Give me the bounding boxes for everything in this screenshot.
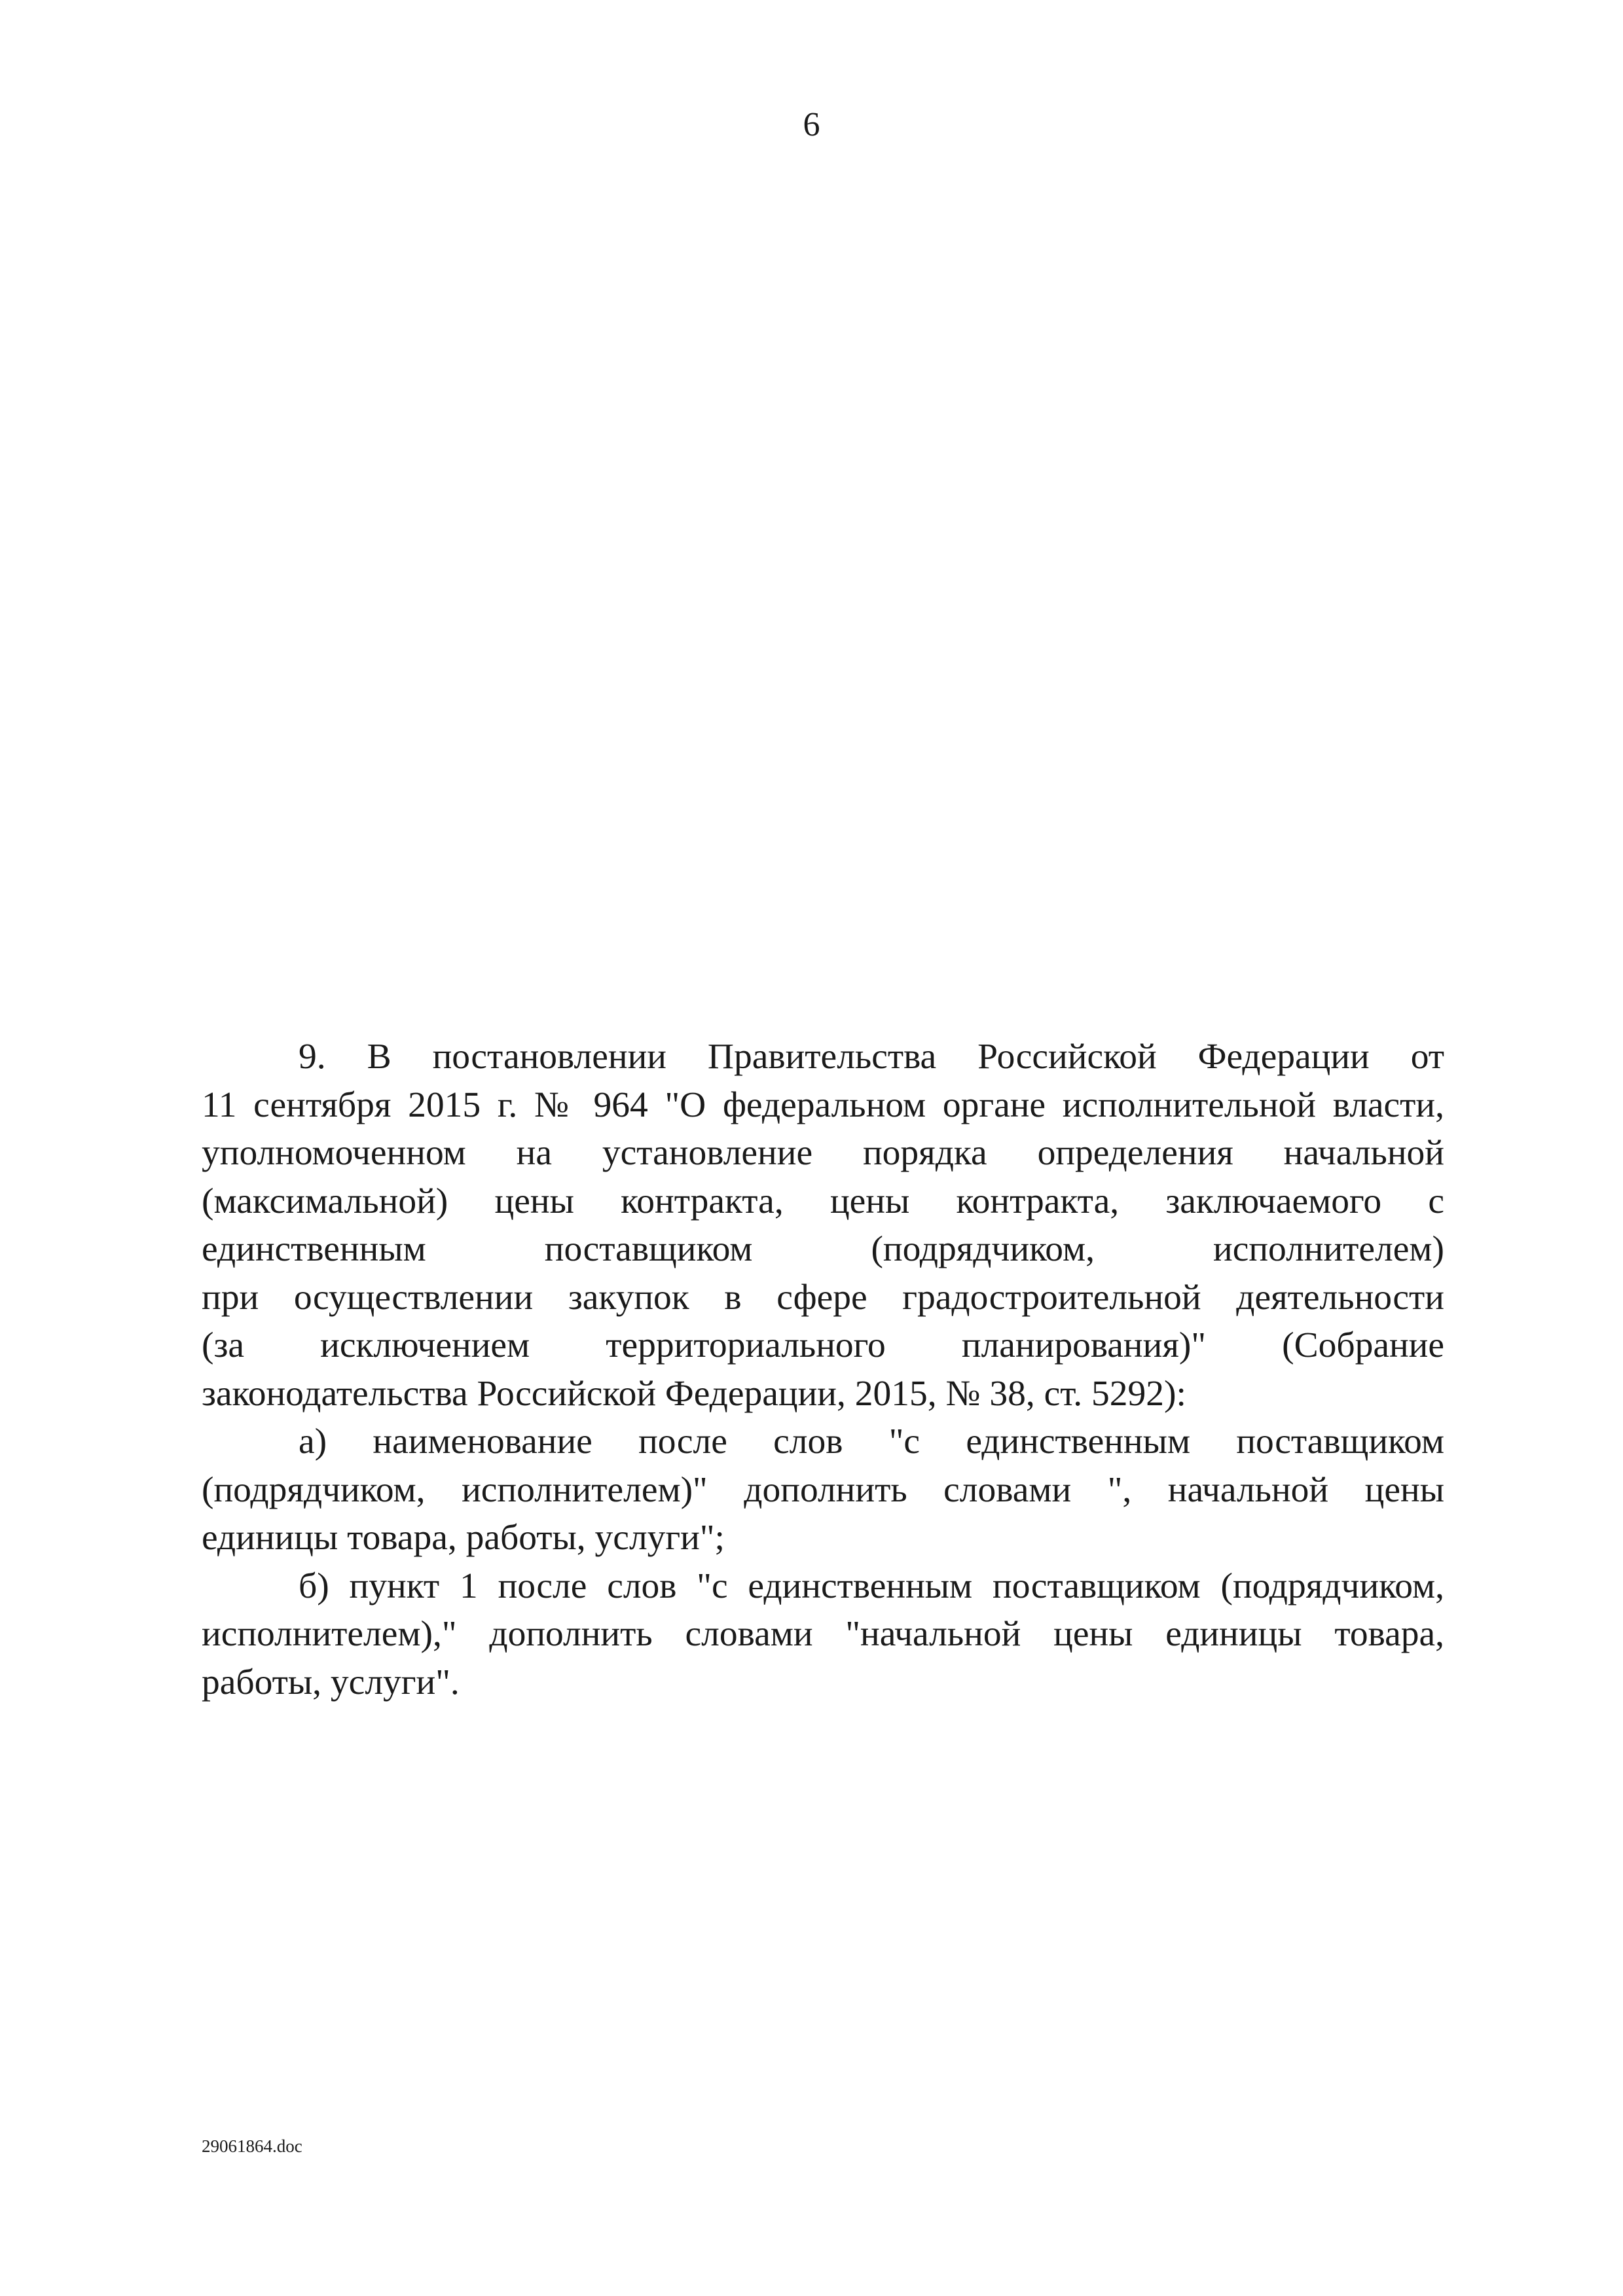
text-line: уполномоченном на установление порядка определения начальной — [202, 1133, 1444, 1173]
page-number: 6 — [803, 106, 820, 143]
text-line: (максимальной) цены контракта, цены контракта, заключаемого с — [202, 1181, 1444, 1221]
text-line: (подрядчиком, исполнителем)" дополнить словами ", начальной цены — [202, 1469, 1444, 1510]
text-line: 9. В постановлении Правительства Российской Федерации от — [299, 1037, 1444, 1077]
text-line: единственным поставщиком (подрядчиком, исполнителем) — [202, 1229, 1444, 1269]
text-line: работы, услуги". — [202, 1662, 460, 1702]
text-line: исполнителем)," дополнить словами "начальной цены единицы товара, — [202, 1614, 1444, 1654]
text-line: а) наименование после слов "с единственным поставщиком — [299, 1422, 1444, 1462]
paragraph-subitem-b — [202, 1562, 1444, 1707]
text-line: б) пункт 1 после слов "с единственным поставщиком (подрядчиком, — [299, 1566, 1444, 1606]
text-line: единицы товара, работы, услуги"; — [202, 1518, 725, 1558]
footer-document-id: 29061864.doc — [202, 2136, 302, 2156]
paragraph-subitem-a — [202, 1418, 1444, 1562]
text-line: (за исключением территориального планирования)" (Собрание — [202, 1325, 1444, 1365]
text-line: при осуществлении закупок в сфере градостроительной деятельности — [202, 1277, 1444, 1318]
text-line: 11 сентября 2015 г. № 964 "О федеральном органе исполнительной власти, — [202, 1085, 1444, 1125]
paragraph-item-9 — [202, 1033, 1444, 1418]
document-body — [202, 1033, 1444, 1706]
text-line: законодательства Российской Федерации, 2015, № 38, ст. 5292): — [202, 1373, 1186, 1414]
